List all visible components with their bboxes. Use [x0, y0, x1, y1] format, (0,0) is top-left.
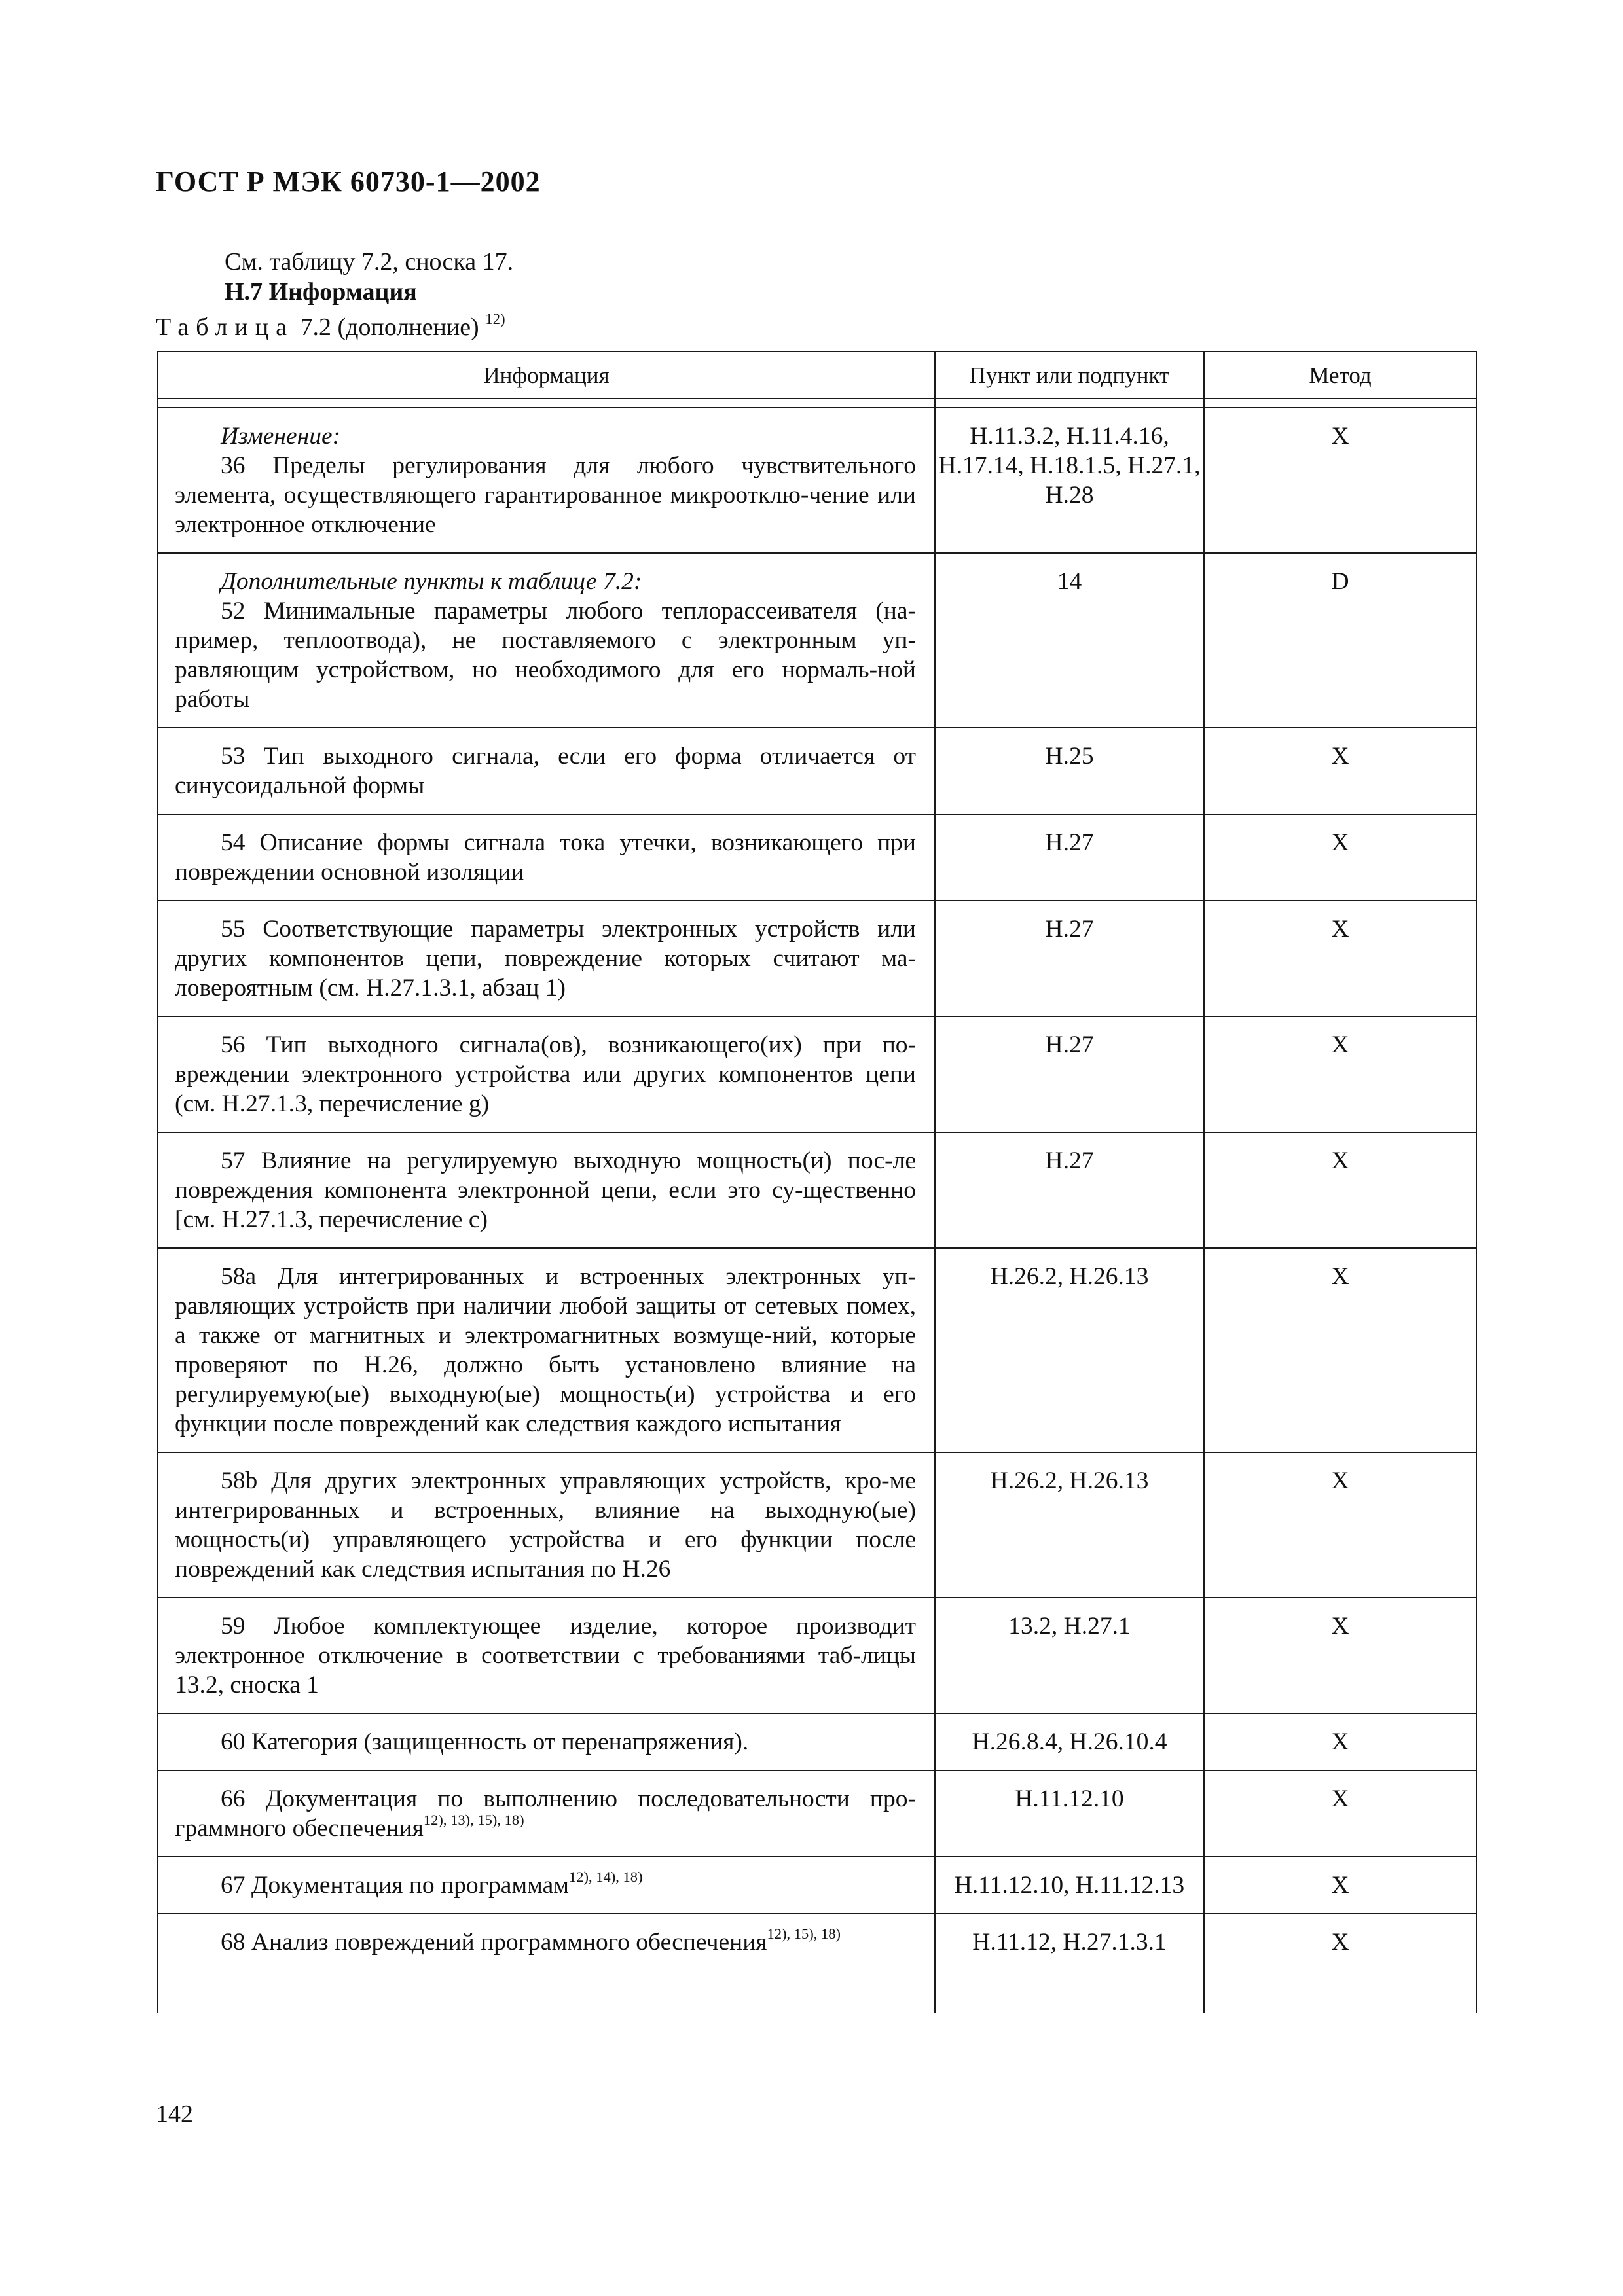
header-spacer-row — [158, 399, 1476, 408]
information-table — [157, 351, 1477, 2013]
info-cell — [158, 1770, 935, 1857]
row-item — [175, 828, 916, 887]
table-row — [158, 1770, 1476, 1857]
clause-cell: H.26.2, H.26.13 — [935, 1248, 1204, 1452]
item-footnotes: 12), 13), 15), 18) — [423, 1812, 524, 1829]
item-footnotes: 12), 15), 18) — [767, 1926, 841, 1943]
clause-cell: H.27 — [935, 901, 1204, 1016]
see-table-note: См. таблицу 7.2, сноска 17. — [225, 248, 514, 276]
table-row — [158, 1857, 1476, 1914]
clause-cell: H.11.12.10, H.11.12.13 — [935, 1857, 1204, 1914]
item-text: 55 Соответствующие параметры электронных устройств или других компонентов цепи, повреждение которых считают ма-ловероятным (см. Н.27.1.3.1, абзац 1) — [175, 916, 916, 1001]
method-cell: X — [1204, 1452, 1476, 1598]
info-cell — [158, 1248, 935, 1452]
clause-cell: H.26.8.4, H.26.10.4 — [935, 1713, 1204, 1770]
item-text: 68 Анализ повреждений программного обеспечения — [221, 1929, 767, 1956]
clause-cell: 14 — [935, 553, 1204, 728]
row-item — [175, 914, 916, 1003]
item-footnotes: 12), 14), 18) — [568, 1869, 643, 1886]
info-cell — [158, 553, 935, 728]
method-cell: X — [1204, 814, 1476, 901]
row-item — [175, 1727, 916, 1757]
column-header-information: Информация — [158, 351, 935, 399]
document-header: ГОСТ Р МЭК 60730-1—2002 — [156, 166, 541, 198]
info-cell — [158, 1713, 935, 1770]
method-cell: D — [1204, 553, 1476, 728]
section-number: Н.7 — [225, 278, 263, 306]
clause-cell: H.26.2, H.26.13 — [935, 1452, 1204, 1598]
clause-cell: H.27 — [935, 814, 1204, 901]
info-cell — [158, 408, 935, 553]
method-cell: X — [1204, 1857, 1476, 1914]
row-item — [175, 1871, 916, 1900]
clause-cell: H.11.12.10 — [935, 1770, 1204, 1857]
table-body — [158, 399, 1476, 2013]
method-cell: X — [1204, 728, 1476, 814]
section-heading — [225, 278, 417, 306]
table-row — [158, 814, 1476, 901]
table-caption-label: Таблица — [156, 314, 295, 341]
method-cell: X — [1204, 901, 1476, 1016]
clause-cell: 13.2, H.27.1 — [935, 1598, 1204, 1713]
table-row — [158, 1248, 1476, 1452]
info-cell — [158, 1132, 935, 1248]
info-cell — [158, 1857, 935, 1914]
clause-cell: H.27 — [935, 1132, 1204, 1248]
row-item — [175, 451, 916, 539]
item-text: 54 Описание формы сигнала тока утечки, возникающего при повреждении основной изоляции — [175, 829, 916, 886]
item-text: 36 Пределы регулирования для любого чувствительного элемента, осуществляющего гарантированное микроотклю-чение или электронное отключение — [175, 452, 916, 538]
table-header-row — [158, 351, 1476, 399]
table-row — [158, 1713, 1476, 1770]
item-text: 56 Тип выходного сигнала(ов), возникающего(их) при по-вреждении электронного устройства или других компонентов цепи (см. Н.27.1.3, перечисление g) — [175, 1031, 916, 1117]
item-text: 66 Документация по выполнению последовательности про-граммного обеспечения — [175, 1785, 916, 1842]
clause-cell: H.27 — [935, 1016, 1204, 1132]
row-item — [175, 742, 916, 800]
item-text: 60 Категория (защищенность от перенапряжения). — [221, 1729, 749, 1755]
table-caption-footnote: 12) — [485, 310, 505, 327]
method-cell: X — [1204, 408, 1476, 553]
row-item — [175, 1030, 916, 1119]
table-row — [158, 553, 1476, 728]
item-text: 58a Для интегрированных и встроенных электронных уп-равляющих устройств при наличии любой защиты от сетевых помех, а также от магнитных и электромагнитных возмуще-ний, которые проверяют по Н.26, должно быть установлено влияние на регулируемую(ые) выходную(ые) мощность(и) устройства и его функции после повреждений как следствия каждого испытания — [175, 1263, 916, 1437]
info-cell — [158, 1598, 935, 1713]
info-cell — [158, 901, 935, 1016]
method-cell: X — [1204, 1770, 1476, 1857]
table-caption — [156, 310, 505, 342]
table-row — [158, 1598, 1476, 1713]
item-text: 53 Тип выходного сигнала, если его форма отличается от синусоидальной формы — [175, 743, 916, 799]
method-cell: X — [1204, 1713, 1476, 1770]
row-item — [175, 1784, 916, 1843]
section-title: Информация — [268, 278, 417, 306]
method-cell: X — [1204, 1914, 1476, 2013]
method-cell: X — [1204, 1248, 1476, 1452]
method-cell: X — [1204, 1016, 1476, 1132]
table-row — [158, 1914, 1476, 2013]
row-item — [175, 1146, 916, 1234]
info-cell — [158, 1914, 935, 2013]
row-item — [175, 596, 916, 714]
info-cell — [158, 728, 935, 814]
table-row — [158, 1452, 1476, 1598]
item-text: 67 Документация по программам — [221, 1872, 569, 1899]
table-row — [158, 408, 1476, 553]
item-text: 59 Любое комплектующее изделие, которое производит электронное отключение в соответствии с требованиями таб-лицы 13.2, сноска 1 — [175, 1613, 916, 1698]
row-item — [175, 1611, 916, 1700]
table-row — [158, 728, 1476, 814]
table-row — [158, 901, 1476, 1016]
row-item — [175, 1928, 916, 1957]
row-intro: Дополнительные пункты к таблице 7.2: — [221, 568, 642, 595]
row-item — [175, 1466, 916, 1584]
info-cell — [158, 1452, 935, 1598]
clause-cell: H.11.3.2, H.11.4.16, H.17.14, H.18.1.5, H.27.1, H.28 — [935, 408, 1204, 553]
item-text: 57 Влияние на регулируемую выходную мощность(и) пос-ле повреждения компонента электронной цепи, если это су-щественно [см. Н.27.1.3, перечисление с) — [175, 1147, 916, 1233]
row-intro: Изменение: — [221, 423, 341, 450]
column-header-method: Метод — [1204, 351, 1476, 399]
table-row — [158, 1016, 1476, 1132]
table-row — [158, 1132, 1476, 1248]
item-text: 58b Для других электронных управляющих устройств, кро-ме интегрированных и встроенных, влияние на выходную(ые) мощность(и) управляющего устройства и его функции после повреждений как следствия испытания по Н.26 — [175, 1467, 916, 1583]
info-cell — [158, 814, 935, 901]
clause-cell: H.25 — [935, 728, 1204, 814]
clause-cell: H.11.12, H.27.1.3.1 — [935, 1914, 1204, 2013]
method-cell: X — [1204, 1132, 1476, 1248]
page-number: 142 — [156, 2100, 193, 2128]
info-cell — [158, 1016, 935, 1132]
table-caption-number: 7.2 (дополнение) — [300, 314, 479, 341]
item-text: 52 Минимальные параметры любого теплорассеивателя (на-пример, теплоотвода), не поставляемого с электронным уп-равляющим устройством, но необходимого для его нормаль-ной работы — [175, 598, 916, 713]
column-header-clause: Пункт или подпункт — [935, 351, 1204, 399]
method-cell: X — [1204, 1598, 1476, 1713]
row-item — [175, 1262, 916, 1439]
